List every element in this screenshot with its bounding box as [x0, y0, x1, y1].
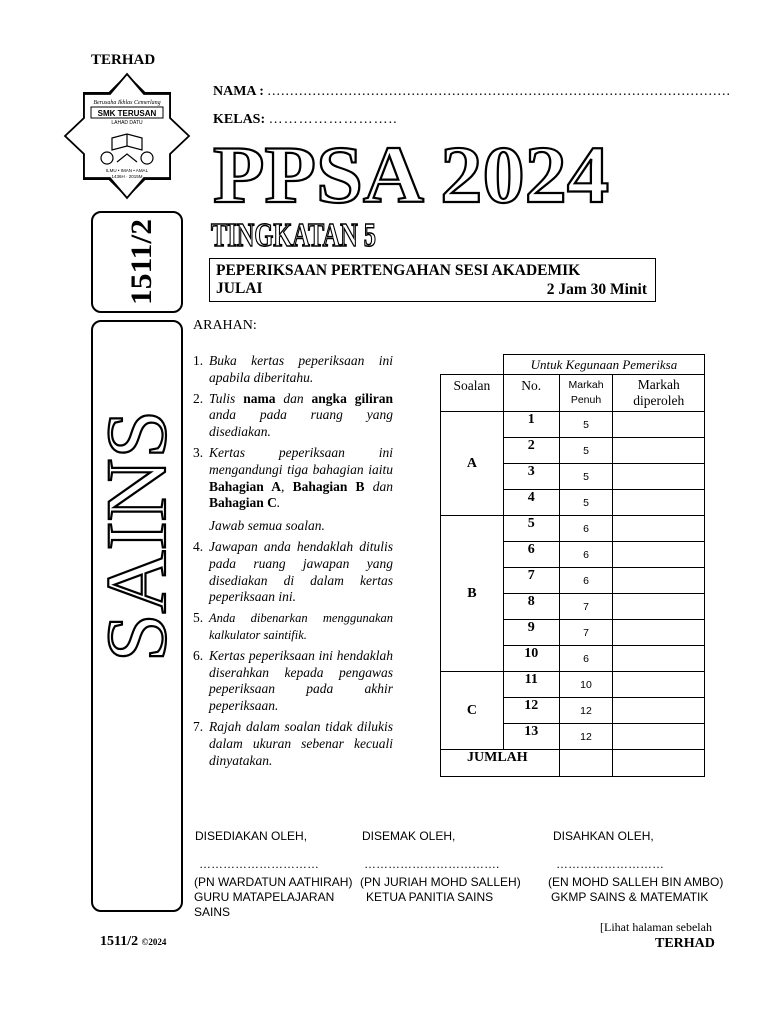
signatory-approved-role: GKMP SAINS & MATEMATIK [551, 890, 709, 904]
obtained-mark-cell[interactable] [613, 516, 705, 542]
obtained-mark-cell[interactable] [613, 646, 705, 672]
full-mark: 6 [559, 542, 613, 568]
full-mark: 12 [559, 698, 613, 724]
instruction-7: 7. Rajah dalam soalan tidak dilukis dalam ukuran sebenar kecuali dinyatakan. [193, 718, 393, 768]
kelas-dots[interactable]: …………………….. [268, 112, 398, 127]
col-soalan: Soalan [441, 375, 504, 412]
logo-tagline: ILMU • IMAN • AMAL [105, 168, 149, 173]
signatory-checked-label: DISEMAK OLEH, [362, 829, 456, 843]
instruction-2: 2. Tulis nama dan angka giliran anda pada ruang yang disediakan. [193, 390, 393, 440]
col-markah-diperoleh: Markah diperoleh [613, 375, 705, 412]
signatory-approved-dots: ……………………… [556, 857, 664, 871]
footer-code: 1511/2 ©2024 [100, 934, 167, 949]
obtained-mark-cell[interactable] [613, 594, 705, 620]
table-row [441, 672, 705, 698]
full-mark: 7 [559, 594, 613, 620]
question-number: 2 [503, 438, 559, 464]
full-mark: 6 [559, 516, 613, 542]
exam-name-box [209, 258, 656, 302]
obtained-mark-cell[interactable] [613, 672, 705, 698]
full-mark: 6 [559, 568, 613, 594]
marks-table [440, 354, 705, 777]
full-mark: 5 [559, 412, 613, 438]
full-mark: 5 [559, 490, 613, 516]
instruction-5: 5. Anda dibenarkan menggunakan kalkulator saintifik. [193, 610, 393, 642]
logo-motto: Berusaha Ikhlas Cemerlang [93, 100, 161, 106]
table-caption: Untuk Kegunaan Pemeriksa [503, 355, 704, 375]
paper-code-box [91, 211, 183, 313]
full-mark: 5 [559, 438, 613, 464]
nama-label: NAMA : [213, 84, 264, 99]
signatory-checked-dots: ……………………………. [364, 857, 500, 871]
full-mark: 6 [559, 646, 613, 672]
school-crest-icon [62, 66, 192, 206]
obtained-mark-cell[interactable] [613, 464, 705, 490]
table-row [441, 412, 705, 438]
full-mark: 10 [559, 672, 613, 698]
signatory-prepared-label: DISEDIAKAN OLEH, [195, 829, 308, 843]
next-page-note: [Lihat halaman sebelah [600, 920, 712, 934]
question-number: 4 [503, 490, 559, 516]
obtained-mark-cell[interactable] [613, 698, 705, 724]
instruction-1: 1. Buka kertas peperiksaan ini apabila diberitahu. [193, 353, 393, 385]
signatory-checked-name: (PN JURIAH MOHD SALLEH) [360, 875, 521, 889]
kelas-label: KELAS: [213, 112, 266, 127]
col-no: No. [503, 375, 559, 412]
jumlah-label: JUMLAH [441, 750, 560, 777]
instruction-3b: Jawab semua soalan. [209, 518, 325, 534]
obtained-mark-cell[interactable] [613, 620, 705, 646]
exam-title-text: PPSA 2024 [213, 129, 609, 220]
question-number: 6 [503, 542, 559, 568]
classification-bottom: TERHAD [655, 936, 715, 951]
nama-field [213, 84, 731, 100]
classification-top: TERHAD [91, 52, 156, 68]
instruction-4: 4. Jawapan anda hendaklah ditulis pada ruang jawapan yang disediakan di dalam kertas peperiksaan ini. [193, 538, 393, 605]
signatory-approved-label: DISAHKAN OLEH, [553, 829, 654, 843]
instructions-heading: ARAHAN: [193, 318, 257, 333]
question-number: 1 [503, 412, 559, 438]
exam-name-line1: PEPERIKSAAN PERTENGAHAN SESI AKADEMIK [216, 262, 581, 279]
jumlah-full [559, 750, 613, 777]
signatory-checked-role: KETUA PANITIA SAINS [366, 890, 494, 904]
question-number: 13 [503, 724, 559, 750]
obtained-mark-cell[interactable] [613, 724, 705, 750]
form-level-text: TINGKATAN 5 [211, 217, 376, 254]
subject-box [88, 320, 184, 912]
obtained-mark-cell[interactable] [613, 568, 705, 594]
signatory-prepared-name: (PN WARDATUN AATHIRAH) [194, 875, 353, 889]
table-corner [441, 355, 504, 375]
kelas-field [213, 112, 398, 128]
instruction-3: 3. Kertas peperiksaan ini mengandungi tiga bahagian iaitu Bahagian A, Bahagian B dan Bahagian C. [193, 444, 393, 511]
exam-name-line2: JULAI [216, 280, 263, 297]
logo-town: LAHAD DATU [111, 120, 143, 126]
instruction-6: 6. Kertas peperiksaan ini hendaklah diserahkan kepada pengawas peperiksaan pada akhir peperiksaan. [193, 647, 393, 714]
exam-title [213, 129, 613, 220]
question-number: 5 [503, 516, 559, 542]
section-label: B [441, 516, 504, 672]
question-number: 3 [503, 464, 559, 490]
signatory-approved-name: (EN MOHD SALLEH BIN AMBO) [548, 875, 724, 889]
question-number: 9 [503, 620, 559, 646]
question-number: 11 [503, 672, 559, 698]
table-row [441, 516, 705, 542]
question-number: 7 [503, 568, 559, 594]
obtained-mark-cell[interactable] [613, 490, 705, 516]
full-mark: 5 [559, 464, 613, 490]
col-markah-penuh: Markah Penuh [559, 375, 613, 412]
full-mark: 12 [559, 724, 613, 750]
section-label: A [441, 412, 504, 516]
logo-year: 1436H · 2015M [111, 174, 143, 179]
logo-school: SMK TERUSAN [97, 109, 157, 118]
question-number: 8 [503, 594, 559, 620]
question-number: 10 [503, 646, 559, 672]
school-logo [62, 66, 192, 206]
signatory-prepared-role: GURU MATAPELAJARAN [194, 890, 335, 904]
subject-text: SAINS [88, 413, 184, 662]
full-mark: 7 [559, 620, 613, 646]
section-label: C [441, 672, 504, 750]
obtained-mark-cell[interactable] [613, 412, 705, 438]
jumlah-score[interactable] [613, 750, 705, 777]
signatory-prepared-role2: SAINS [194, 905, 231, 919]
signatory-prepared-dots: ………………………… [199, 857, 319, 871]
footer-copyright: ©2024 [141, 937, 167, 947]
exam-duration: 2 Jam 30 Minit [546, 281, 647, 298]
instructions-list [193, 353, 393, 773]
paper-code-text: 1511/2 [125, 223, 158, 305]
nama-dots[interactable]: ....................................................................................................... [267, 84, 731, 99]
question-number: 12 [503, 698, 559, 724]
obtained-mark-cell[interactable] [613, 438, 705, 464]
form-level [210, 212, 390, 254]
obtained-mark-cell[interactable] [613, 542, 705, 568]
